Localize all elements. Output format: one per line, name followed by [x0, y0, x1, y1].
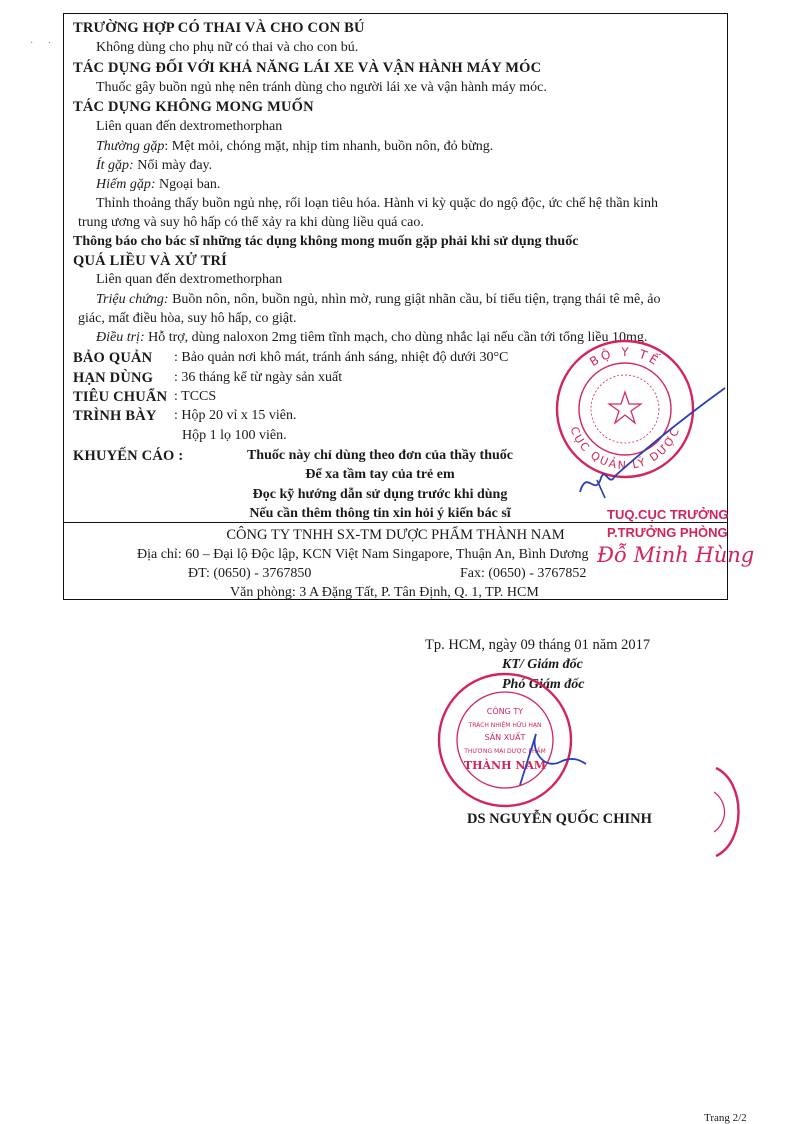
common-label: Thường gặp	[96, 139, 165, 154]
company-office: Văn phòng: 3 A Đặng Tất, P. Tân Định, Q. 1, TP. HCM	[230, 585, 539, 600]
standard-label: TIÊU CHUẨN	[73, 389, 168, 405]
storage-label: BẢO QUẢN	[73, 350, 153, 366]
company-stamp-line-3: SẢN XUẤT	[484, 733, 526, 742]
rare-text: Ngoại ban.	[155, 177, 221, 192]
side-effects-occasional-1: Thỉnh thoảng thấy buồn ngủ nhẹ, rối loạn tiêu hóa. Hành vi kỳ quặc do ngộ độc, ức chế hệ thần kinh	[96, 196, 659, 211]
director-signature-stroke	[500, 730, 590, 790]
overdose-heading: QUÁ LIỀU VÀ XỬ TRÍ	[73, 253, 227, 269]
signature-name: DS NGUYỄN QUỐC CHINH	[467, 811, 652, 827]
warning-line-2: Để xa tầm tay của trẻ em	[305, 467, 455, 482]
warning-label: KHUYẾN CÁO :	[73, 448, 184, 464]
company-stamp-line-2: TRÁCH NHIỆM HỮU HẠN	[468, 722, 542, 729]
packaging-label: TRÌNH BÀY	[73, 408, 157, 424]
common-text: : Mệt mỏi, chóng mặt, nhịp tim nhanh, buồn nôn, đỏ bừng.	[164, 139, 494, 154]
symptoms-text: Buồn nôn, nôn, buồn ngủ, nhìn mờ, rung giật nhãn cầu, bí tiểu tiện, trạng thái tê mê, ảo	[168, 292, 661, 307]
treatment-text: Hỗ trợ, dùng naloxon 2mg tiêm tĩnh mạch, cho dùng nhắc lại nếu cần tới tổng liều 10mg.	[144, 330, 648, 345]
scan-dots: · ·	[30, 38, 58, 49]
pregnancy-heading: TRƯỜNG HỢP CÓ THAI VÀ CHO CON BÚ	[73, 20, 365, 36]
ministry-stamp-top: BỘ Y TẾ	[587, 344, 663, 370]
expiry-value: : 36 tháng kể từ ngày sản xuất	[174, 370, 343, 385]
side-effects-uncommon	[96, 158, 212, 174]
pregnancy-text: Không dùng cho phụ nữ có thai và cho con bú.	[96, 40, 359, 55]
company-address: Địa chỉ: 60 – Đại lộ Độc lập, KCN Việt Nam Singapore, Thuận An, Bình Dương	[137, 547, 589, 562]
side-effects-occasional-2: trung ương và suy hô hấp có thể xảy ra khi dùng liều quá cao.	[78, 215, 424, 230]
approval-title-2: P.TRƯỞNG PHÒNG	[607, 525, 728, 540]
side-effects-common	[96, 139, 493, 155]
approval-signer: Đỗ Minh Hùng	[597, 543, 755, 567]
side-effects-rare	[96, 177, 220, 193]
company-stamp-line-4: THƯƠNG MẠI DƯỢC PHẨM	[464, 748, 546, 755]
company-fax: Fax: (0650) - 3767852	[460, 566, 587, 581]
overdose-symptoms-2: giác, mất điều hòa, suy hô hấp, co giật.	[78, 311, 297, 326]
side-effects-related: Liên quan đến dextromethorphan	[96, 119, 283, 134]
warning-line-1: Thuốc này chỉ dùng theo đơn của thầy thuốc	[246, 448, 514, 463]
company-stamp-line-1: CÔNG TY	[486, 707, 524, 716]
overdose-symptoms-1	[96, 292, 660, 308]
symptoms-label: Triệu chứng:	[96, 292, 169, 307]
storage-value: : Bảo quản nơi khô mát, tránh ánh sáng, nhiệt độ dưới 30°C	[174, 350, 509, 365]
warning-line-3: Đọc kỹ hướng dẫn sử dụng trước khi dùng	[252, 487, 508, 502]
overdose-related: Liên quan đến dextromethorphan	[96, 272, 283, 287]
rare-label: Hiếm gặp:	[96, 177, 156, 192]
page-number: Trang 2/2	[704, 1112, 747, 1124]
driving-heading: TÁC DỤNG ĐỐI VỚI KHẢ NĂNG LÁI XE VÀ VẬN HÀNH MÁY MÓC	[73, 60, 542, 76]
side-effects-notify: Thông báo cho bác sĩ những tác dụng không mong muốn gặp phải khi sử dụng thuốc	[73, 234, 579, 249]
warning-line-4: Nếu cần thêm thông tin xin hỏi ý kiến bác sĩ	[249, 506, 511, 521]
side-effects-heading: TÁC DỤNG KHÔNG MONG MUỐN	[73, 99, 314, 115]
margin-stamp	[706, 762, 746, 862]
standard-value: : TCCS	[174, 389, 217, 404]
ministry-stamp-bottom: CỤC QUẢN LÝ DƯỢC	[567, 424, 683, 473]
treatment-label: Điều trị:	[96, 330, 145, 345]
uncommon-text: Nổi mày đay.	[133, 158, 213, 173]
expiry-label: HẠN DÙNG	[73, 370, 154, 386]
company-name: CÔNG TY TNHH SX-TM DƯỢC PHẨM THÀNH NAM	[226, 527, 565, 543]
approval-signature-stroke	[575, 380, 735, 510]
company-stamp-line-5: THÀNH NAM	[463, 759, 547, 772]
driving-text: Thuốc gây buồn ngủ nhẹ nên tránh dùng cho người lái xe và vận hành máy móc.	[96, 80, 547, 95]
signature-date: Tp. HCM, ngày 09 tháng 01 năm 2017	[425, 637, 651, 653]
packaging-value-2: Hộp 1 lọ 100 viên.	[182, 428, 287, 443]
company-phone: ĐT: (0650) - 3767850	[188, 566, 312, 581]
uncommon-label: Ít gặp:	[96, 158, 134, 173]
packaging-value-1: : Hộp 20 vỉ x 15 viên.	[174, 408, 297, 423]
signature-role-2: Phó Giám đốc	[502, 677, 585, 692]
signature-role-1: KT/ Giám đốc	[502, 657, 583, 672]
approval-title-1: TUQ.CỤC TRƯỞNG	[607, 507, 729, 522]
